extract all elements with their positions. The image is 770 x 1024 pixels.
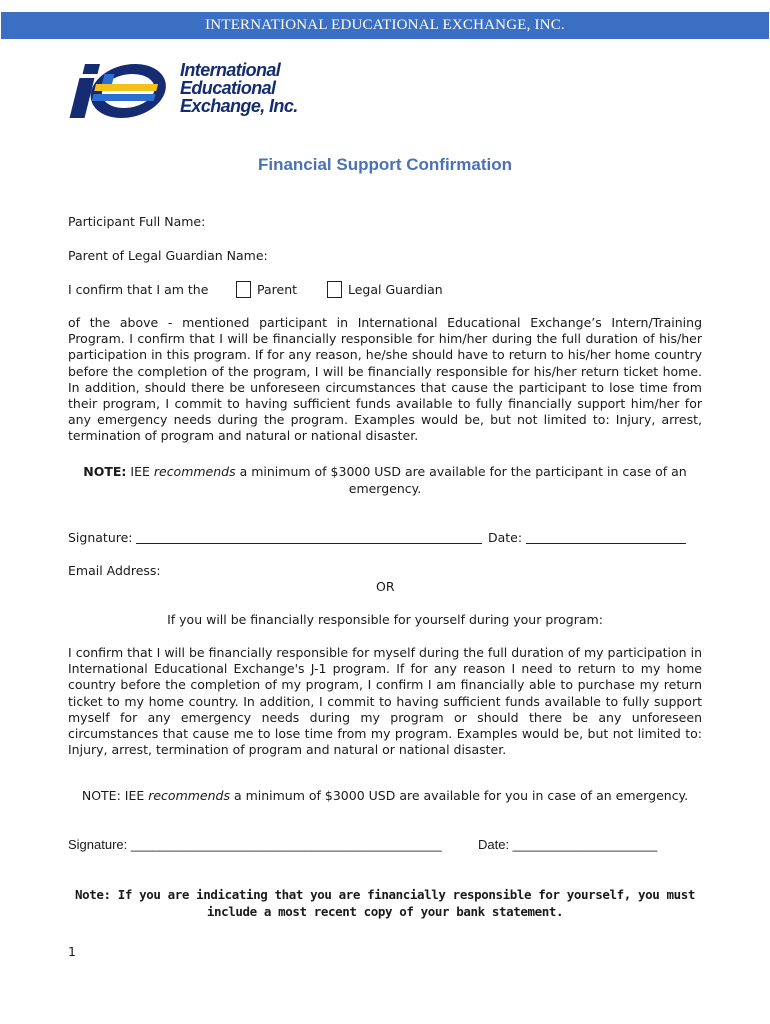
final-note-label: Note: [75, 887, 111, 902]
note-text-post: a minimum of $3000 USD are available for the participant in case of an emergency. [235, 464, 687, 496]
parent-responsibility-paragraph: of the above - mentioned participant in International Educational Exchange’s Intern/Training Program. I confirm that I will be financially responsible for him/her during the full duration of his/her participation in this program. If for any reason, he/she should have to return to his/her home country before the completion of the program, I will be financially responsible for his/her return ticket home. In addition, should there be unforeseen circumstances that cause the participant to lose time from their program, I commit to having sufficient funds available to fully financially support him/her for any emergency needs during the program. Examples would be, but not limited to: Injury, arrest, termination of program and natural or national disaster. [68, 315, 702, 444]
iee-logo-mark-icon [68, 60, 180, 122]
self-note-pre: NOTE: IEE [81, 788, 149, 803]
self-note-post: a minimum of $3000 USD are available for you in case of an emergency. [229, 788, 689, 803]
page-number: 1 [68, 944, 76, 959]
confirm-prefix-label: I confirm that I am the [68, 282, 209, 297]
email-address-label: Email Address: [68, 563, 161, 578]
note-text-emphasis: recommends [153, 464, 236, 479]
parent-option-label: Parent [257, 282, 298, 297]
note-text-pre: IEE [126, 464, 154, 479]
bank-statement-note [68, 886, 702, 920]
header-banner: INTERNATIONAL EDUCATIONAL EXCHANGE, INC. [1, 12, 769, 39]
note-label: NOTE: [83, 464, 127, 479]
legal-guardian-option-label: Legal Guardian [348, 282, 443, 297]
self-responsibility-intro: If you will be financially responsible for yourself during your program: [167, 612, 603, 627]
self-date-field[interactable]: Date: ____________________ [478, 837, 658, 852]
logo-line-1: International [180, 60, 281, 80]
signature-label: Signature: [68, 530, 133, 545]
or-divider: OR [376, 579, 395, 594]
self-note [0, 788, 770, 803]
guardian-name-label: Parent of Legal Guardian Name: [68, 248, 268, 263]
iee-logo [68, 58, 308, 122]
logo-wordmark [180, 61, 298, 115]
participant-name-label: Participant Full Name: [68, 214, 206, 229]
self-responsibility-paragraph: I confirm that I will be financially responsible for myself during the full duration of my participation in International Educational Exchange's J-1 program. If for any reason I need to return to my home country before the completion of my program, I confirm I am financially able to purchase my return ticket to my home country. In addition, I commit to having sufficient funds available to fully support myself for any emergency needs during my program or should there be any unforeseen circumstances that cause me to lose time from my program. Examples would be, but not limited to: Injury, arrest, termination of program and natural or national disaster. [68, 645, 702, 758]
signature-line[interactable] [136, 543, 482, 544]
self-note-emphasis: recommends [148, 788, 230, 803]
page-title: Financial Support Confirmation [257, 155, 513, 174]
parent-note [68, 463, 702, 497]
parent-checkbox[interactable] [236, 281, 251, 298]
final-note-text: If you are indicating that you are financially responsible for yourself, you must include a most recent copy of your bank statement. [110, 887, 695, 919]
date-line[interactable] [526, 543, 686, 544]
logo-line-2: Educational [180, 78, 276, 98]
legal-guardian-checkbox[interactable] [327, 281, 342, 298]
logo-line-3: Exchange, Inc. [180, 96, 298, 116]
self-signature-field[interactable]: Signature: ___________________________________________ [68, 837, 442, 852]
date-label: Date: [488, 530, 523, 545]
